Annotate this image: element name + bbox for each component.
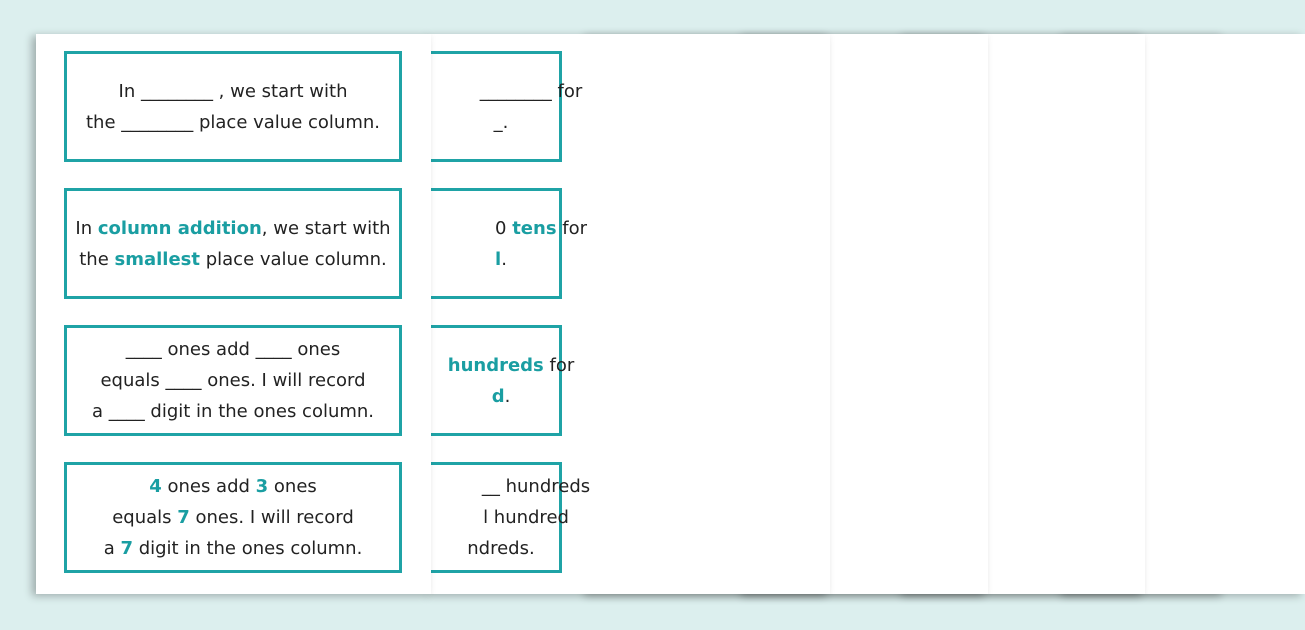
answer-card bbox=[64, 188, 402, 299]
card-text-line: _. bbox=[493, 111, 509, 133]
card-text-line: 4 ones add 3 ones bbox=[149, 476, 317, 497]
card-text-line: 0 tens for bbox=[495, 217, 588, 239]
card-text-line: ________ for bbox=[479, 80, 583, 102]
card-text-line: d. bbox=[491, 385, 511, 407]
card-text-line: equals ____ ones. I will record bbox=[100, 370, 366, 391]
worksheet-page-2 bbox=[430, 34, 830, 594]
fill-blank-card bbox=[64, 51, 402, 162]
answer-card bbox=[64, 462, 402, 573]
card-text-line: the ________ place value column. bbox=[85, 111, 380, 133]
card-text-line: In column addition, we start with bbox=[75, 217, 391, 239]
card-text-line: ____ ones add ____ ones bbox=[125, 339, 341, 360]
card-text-line: equals 7 ones. I will record bbox=[112, 507, 354, 528]
card-text-line: In ________ , we start with bbox=[118, 80, 348, 102]
card-text-line: l hundred bbox=[483, 507, 569, 528]
worksheet-page-1 bbox=[36, 34, 431, 594]
card-text-line: a ____ digit in the ones column. bbox=[91, 401, 375, 422]
card-text-line: the smallest place value column. bbox=[79, 248, 387, 270]
card-text-line: l. bbox=[495, 248, 507, 270]
card-text-line: a 7 digit in the ones column. bbox=[103, 538, 363, 559]
card-text-line: hundreds for bbox=[447, 354, 575, 376]
card-text-line: ndreds. bbox=[467, 538, 535, 559]
fill-blank-card bbox=[64, 325, 402, 436]
card-text-line: __ hundreds bbox=[481, 476, 591, 497]
